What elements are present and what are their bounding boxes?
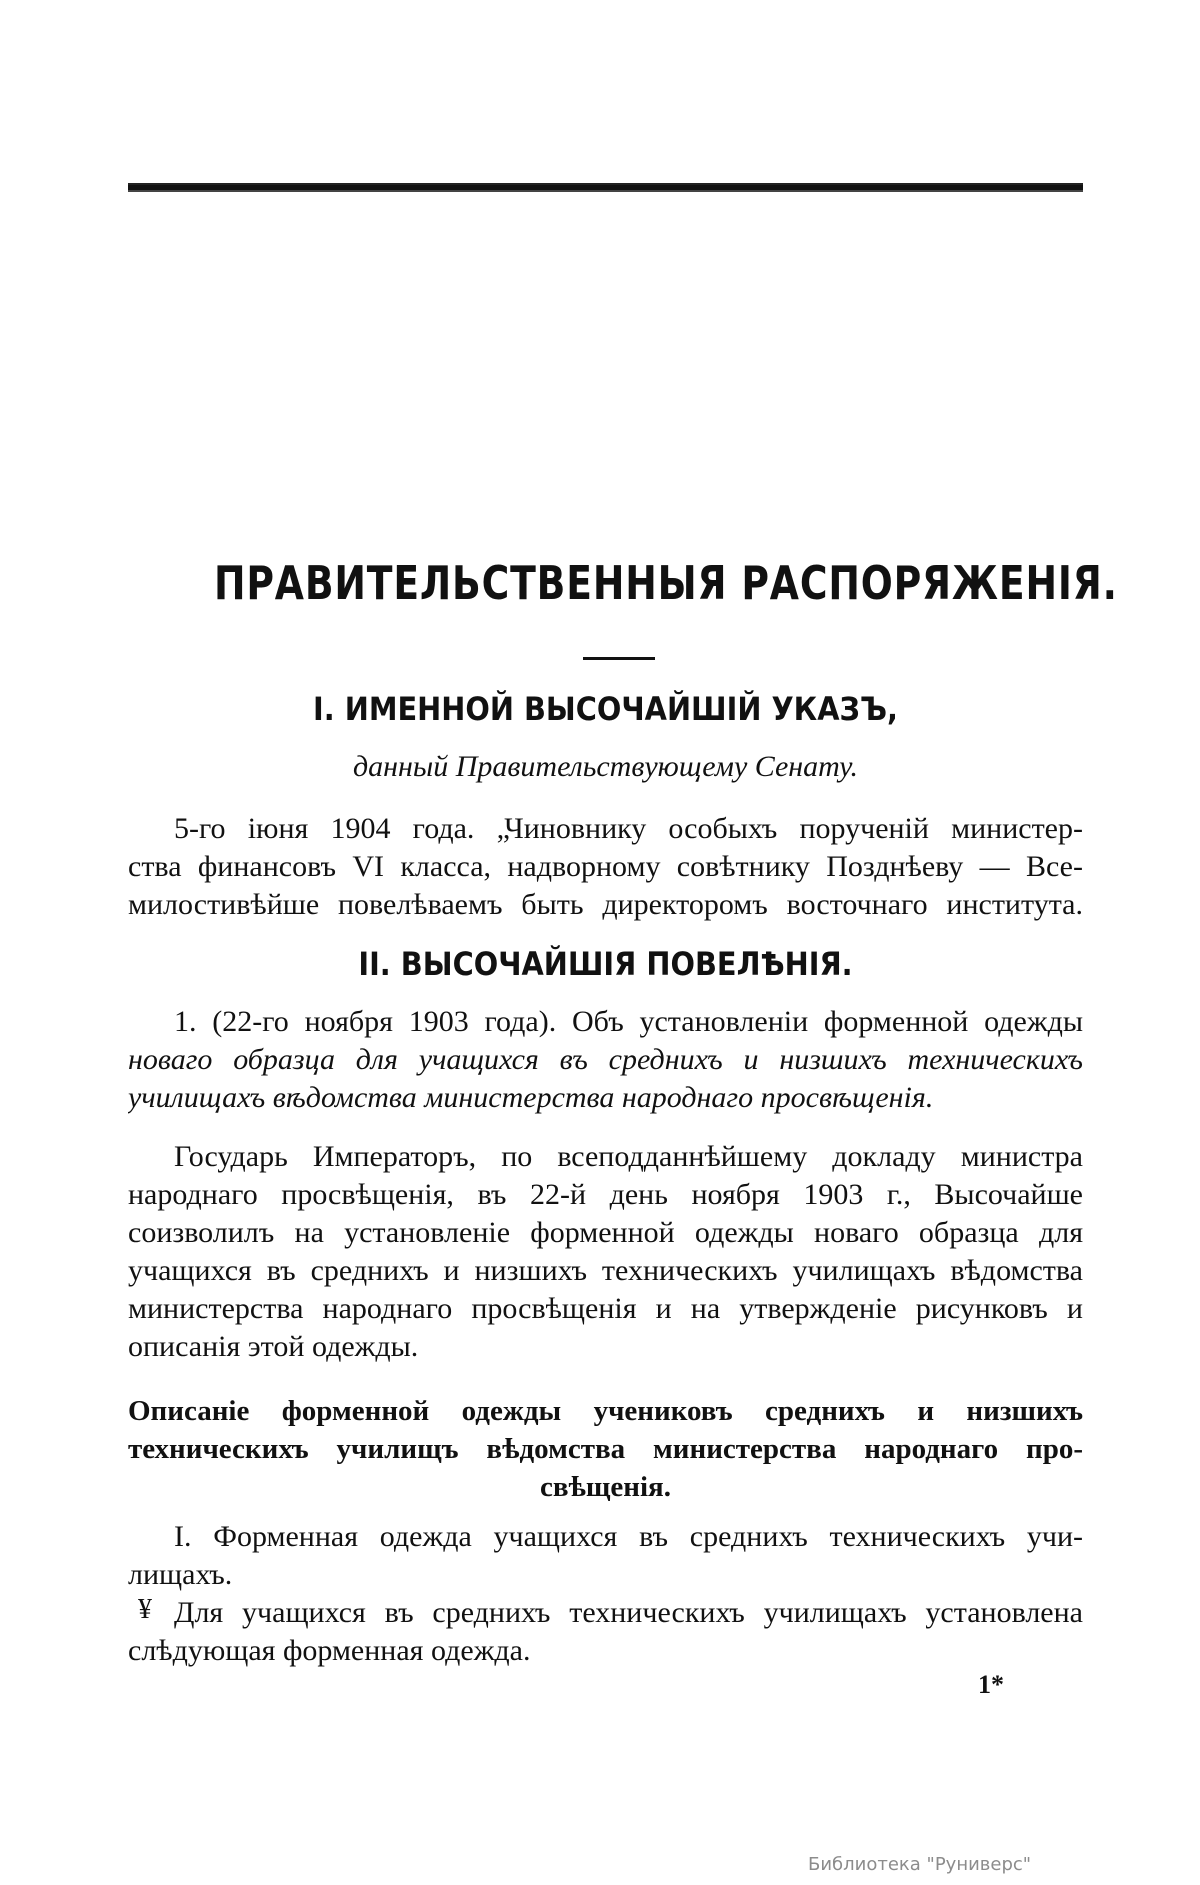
paragraph-line: 1. (22-го ноября 1903 года). Объ установленіи форменной одежды: [174, 1005, 1083, 1038]
paragraph-line: новаго образца для учащихся въ среднихъ и низшихъ техническихъ: [128, 1043, 1083, 1076]
top-ornamental-rule: [128, 183, 1083, 192]
paragraph-line: Для учащихся въ среднихъ техническихъ училищахъ установлена: [174, 1596, 1083, 1629]
paragraph-line: министерства народнаго просвѣщенія и на утвержденіе рисунковъ и: [128, 1292, 1083, 1325]
library-watermark: Библиотека "Руниверс": [808, 1854, 1032, 1875]
page-title: ПРАВИТЕЛЬСТВЕННЫЯ РАСПОРЯЖЕНІЯ.: [213, 556, 1118, 610]
paragraph-line: милостивѣйше повелѣваемъ быть директоромъ восточнаго института.: [128, 888, 1083, 921]
paragraph-line: описанія этой одежды.: [128, 1330, 419, 1363]
section-2-item: [128, 1003, 1083, 1117]
paragraph-line: учащихся въ среднихъ и низшихъ техническихъ училищахъ вѣдомства: [128, 1254, 1083, 1287]
description-line: техническихъ училищъ вѣдомства министерства народнаго про-: [128, 1433, 1083, 1465]
paragraph-line: ства финансовъ VI класса, надворному совѣтнику Позднѣеву — Все-: [128, 850, 1083, 883]
section-2-heading: II. ВЫСОЧАЙШІЯ ПОВЕЛѢНІЯ.: [358, 945, 853, 983]
paragraph-line: соизволилъ на установленіе форменной одежды новаго образца для: [128, 1216, 1083, 1249]
section-1-paragraph: [128, 810, 1083, 924]
paragraph-line: Государь Императоръ, по всеподданнѣйшему докладу министра: [174, 1140, 1083, 1173]
description-heading: [128, 1392, 1083, 1506]
part-1-heading: [128, 1518, 1083, 1594]
margin-mark: ¥: [138, 1594, 152, 1625]
part-1-paragraph: [128, 1594, 1083, 1670]
paragraph-line: I. Форменная одежда учащихся въ среднихъ техническихъ учи-: [174, 1520, 1083, 1553]
description-line: свѣщенія.: [540, 1471, 671, 1503]
paragraph-line: лищахъ.: [128, 1558, 233, 1591]
paragraph-line: народнаго просвѣщенія, въ 22-й день ноября 1903 г., Высочайше: [128, 1178, 1083, 1211]
section-1-subtitle: данный Правительствующему Сенату.: [352, 750, 859, 783]
paragraph-line: 5-го іюня 1904 года. „Чиновнику особыхъ порученій министер-: [174, 812, 1083, 845]
signature-mark: 1*: [978, 1670, 1004, 1699]
paragraph-line: слѣдующая форменная одежда.: [128, 1634, 531, 1667]
paragraph-line: училищахъ вѣдомства министерства народнаго просвѣщенія.: [128, 1081, 934, 1114]
section-1-heading: I. ИМЕННОЙ ВЫСОЧАЙШІЙ УКАЗЪ,: [313, 690, 898, 728]
section-2-body: [128, 1138, 1083, 1366]
description-line: Описаніе форменной одежды учениковъ среднихъ и низшихъ: [128, 1395, 1083, 1427]
title-divider: [583, 657, 655, 660]
